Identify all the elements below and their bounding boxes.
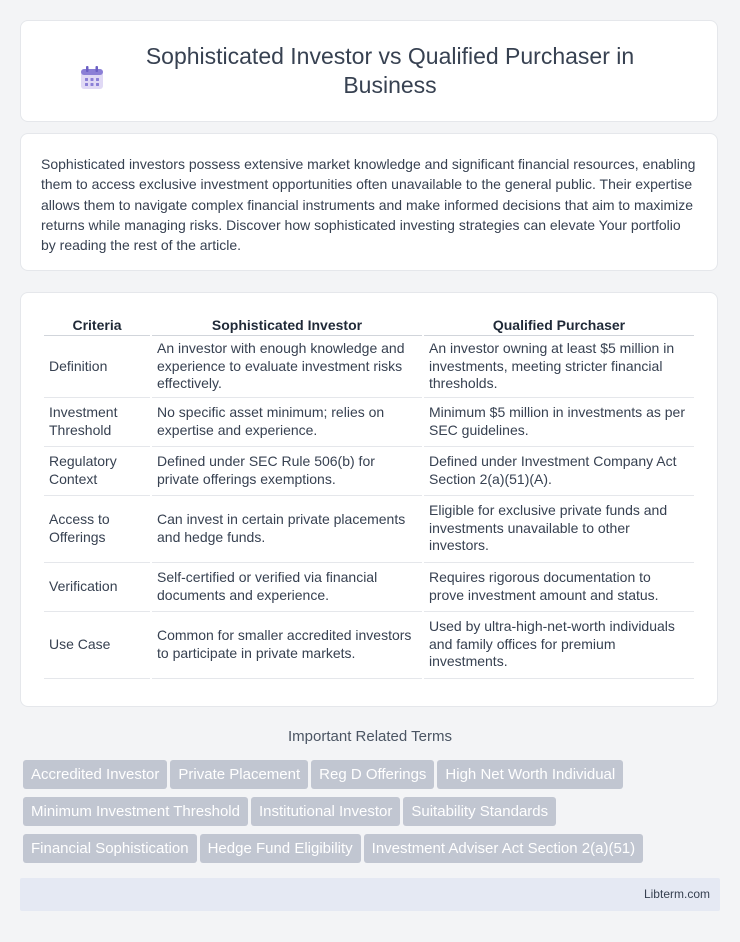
footer-site-link[interactable]: Libterm.com [643,887,710,901]
related-term-tag[interactable]: Suitability Standards [403,797,556,826]
sophisticated-cell: An investor with enough knowledge and experience to evaluate investment risks effectively. [152,336,422,398]
footer [20,878,720,911]
related-terms-list [23,760,723,871]
header-inner [59,42,679,100]
sophisticated-cell: Defined under SEC Rule 506(b) for private offerings exemptions. [152,447,422,496]
table-row [44,563,694,612]
sophisticated-cell: No specific asset minimum; relies on expertise and experience. [152,398,422,447]
qualified-cell: An investor owning at least $5 million in investments, meeting stricter financial thresholds. [424,336,694,398]
criteria-cell: Verification [44,563,150,612]
column-header: Criteria [44,313,150,336]
table-row [44,336,694,398]
related-term-tag[interactable]: Institutional Investor [251,797,400,826]
table-header-row [44,313,694,336]
related-term-tag[interactable]: High Net Worth Individual [437,760,623,789]
qualified-cell: Eligible for exclusive private funds and investments unavailable to other investors. [424,496,694,563]
qualified-cell: Minimum $5 million in investments as per SEC guidelines. [424,398,694,447]
table-row [44,447,694,496]
qualified-cell: Used by ultra-high-net-worth individuals and family offices for premium investments. [424,612,694,679]
related-term-tag[interactable]: Minimum Investment Threshold [23,797,248,826]
related-term-tag[interactable]: Reg D Offerings [311,760,434,789]
calendar-icon [78,64,106,92]
table-row [44,612,694,679]
table-row [44,398,694,447]
comparison-table [42,313,696,679]
table-row [44,496,694,563]
comparison-card [20,292,718,707]
related-terms-heading: Important Related Terms [288,728,452,745]
criteria-cell: Access to Offerings [44,496,150,563]
criteria-cell: Investment Threshold [44,398,150,447]
page-title: Sophisticated Investor vs Qualified Purchaser in Business [145,43,635,98]
qualified-cell: Defined under Investment Company Act Section 2(a)(51)(A). [424,447,694,496]
criteria-cell: Regulatory Context [44,447,150,496]
header-card [20,20,718,122]
sophisticated-cell: Common for smaller accredited investors to participate in private markets. [152,612,422,679]
intro-text: Sophisticated investors possess extensive market knowledge and significant financial resources, enabling them to access exclusive investment opportunities often unavailable to the general public. Their expertise allows them to navigate complex financial instruments and make informed decisions that aim to maximize returns while managing risks. Discover how sophisticated investing strategies can elevate Your portfolio by reading the rest of the article. [41,156,696,254]
column-header: Qualified Purchaser [424,313,694,336]
sophisticated-cell: Can invest in certain private placements and hedge funds. [152,496,422,563]
criteria-cell: Use Case [44,612,150,679]
column-header: Sophisticated Investor [152,313,422,336]
related-term-tag[interactable]: Hedge Fund Eligibility [200,834,361,863]
related-term-tag[interactable]: Financial Sophistication [23,834,197,863]
criteria-cell: Definition [44,336,150,398]
qualified-cell: Requires rigorous documentation to prove investment amount and status. [424,563,694,612]
related-term-tag[interactable]: Accredited Investor [23,760,167,789]
sophisticated-cell: Self-certified or verified via financial documents and experience. [152,563,422,612]
related-term-tag[interactable]: Investment Adviser Act Section 2(a)(51) [364,834,643,863]
intro-card [20,133,718,271]
related-term-tag[interactable]: Private Placement [170,760,308,789]
